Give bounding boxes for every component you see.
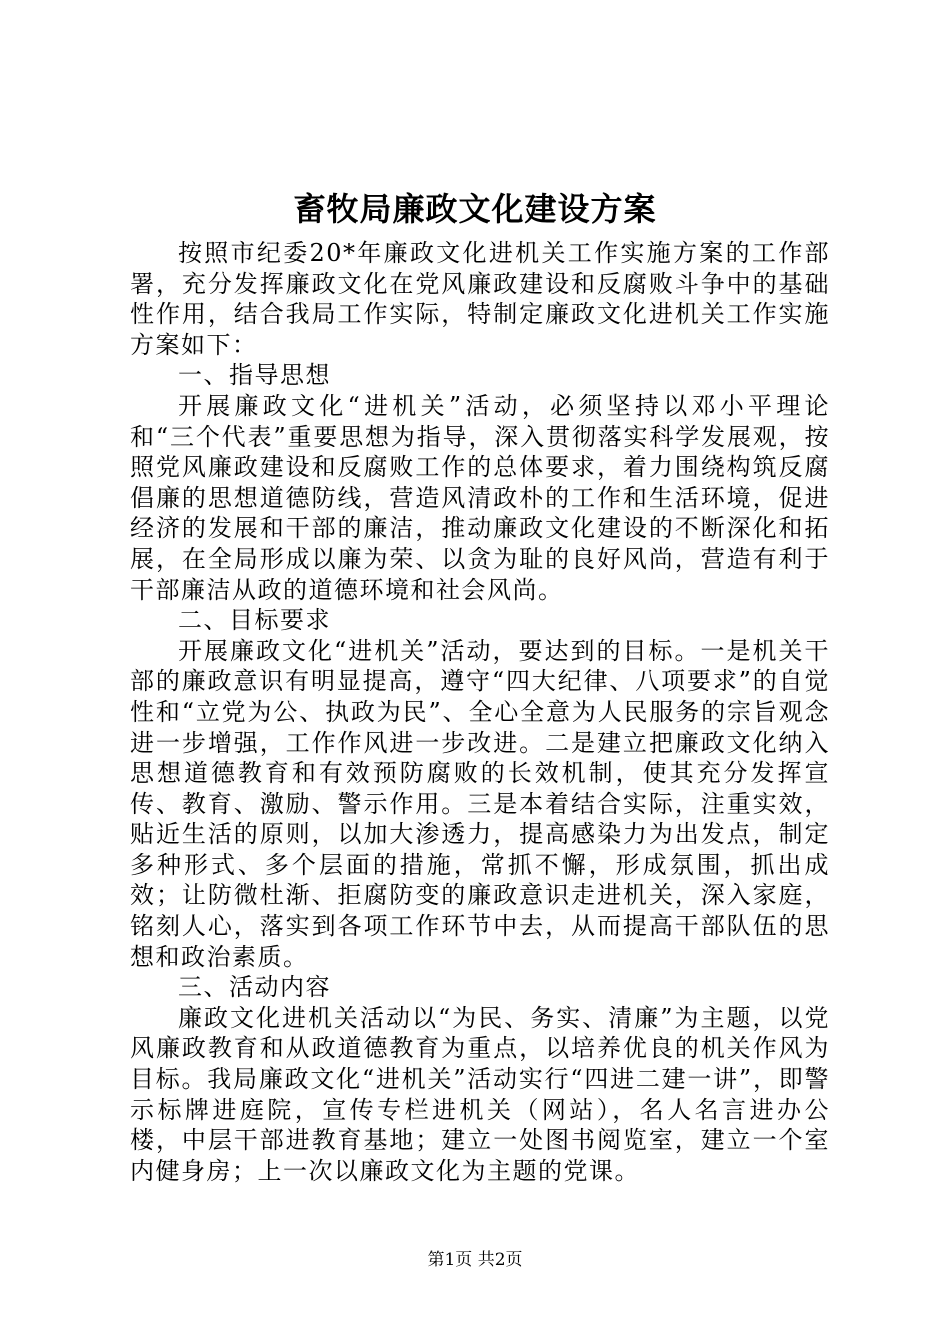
section-body-activities: 廉政文化进机关活动以“为民、务实、清廉”为主题，以党风廉政教育和从政道德教育为重点，以培养优良的机关作风为目标。我局廉政文化“进机关”活动实行“四进二建一讲”，即警示标牌进庭院，宣传专栏进机关（网站），名人名言进办公楼，中层干部进教育基地；建立一处图书阅览室，建立一个室内健身房；上一次以廉政文化为主题的党课。 [130, 1003, 830, 1185]
document-title: 畜牧局廉政文化建设方案 [293, 190, 657, 228]
document-body [130, 238, 830, 1186]
section-heading-activities: 三、活动内容 [178, 973, 331, 1002]
section-heading-goals: 二、目标要求 [178, 606, 331, 635]
section-heading-guiding-thought: 一、指导思想 [178, 361, 331, 390]
section-body-guiding-thought: 开展廉政文化“进机关”活动，必须坚持以邓小平理论和“三个代表”重要思想为指导，深入贯彻落实科学发展观，按照党风廉政建设和反腐败工作的总体要求，着力围绕构筑反腐倡廉的思想道德防线，营造风清政朴的工作和生活环境，促进经济的发展和干部的廉洁，推动廉政文化建设的不断深化和拓展，在全局形成以廉为荣、以贪为耻的良好风尚，营造有利于干部廉洁从政的道德环境和社会风尚。 [130, 391, 830, 604]
page-number-footer: 第1页 共2页 [427, 1250, 523, 1270]
section-body-goals: 开展廉政文化“进机关”活动，要达到的目标。一是机关干部的廉政意识有明显提高，遵守“四大纪律、八项要求”的自觉性和“立党为公、执政为民”、全心全意为人民服务的宗旨观念进一步增强，工作作风进一步改进。二是建立把廉政文化纳入思想道德教育和有效预防腐败的长效机制，使其充分发挥宣传、教育、激励、警示作用。三是本着结合实际，注重实效，贴近生活的原则，以加大渗透力，提高感染力为出发点，制定多种形式、多个层面的措施，常抓不懈，形成氛围，抓出成效；让防微杜渐、拒腐防变的廉政意识走进机关，深入家庭，铭刻人心，落实到各项工作环节中去，从而提高干部队伍的思想和政治素质。 [130, 636, 830, 971]
intro-paragraph: 按照市纪委20*年廉政文化进机关工作实施方案的工作部署，充分发挥廉政文化在党风廉政建设和反腐败斗争中的基础性作用，结合我局工作实际，特制定廉政文化进机关工作实施方案如下： [130, 239, 830, 359]
